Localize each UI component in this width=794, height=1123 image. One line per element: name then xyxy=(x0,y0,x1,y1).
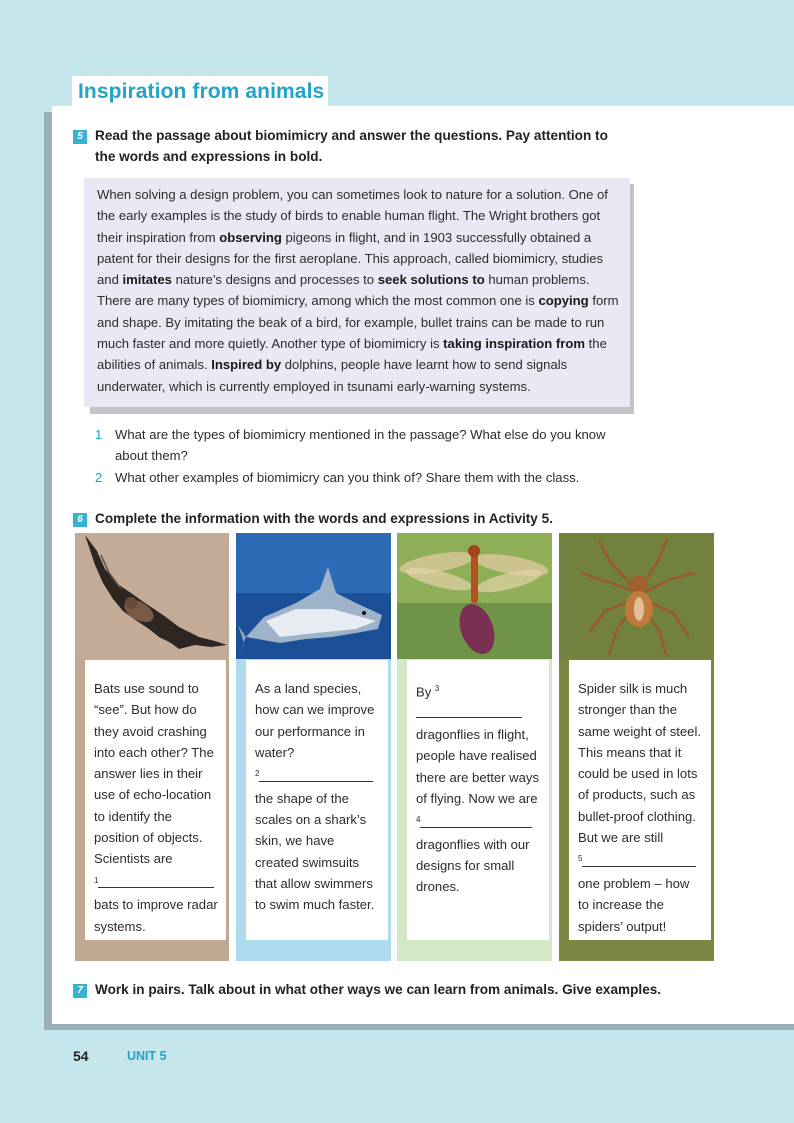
bold-expression: observing xyxy=(219,229,282,245)
question-number: 1 xyxy=(95,427,103,442)
passage-text: dolphins, people have learnt how to send signals underwater, which is currently employed in tsunami early-warning systems. xyxy=(97,357,568,394)
answer-blank-5[interactable] xyxy=(582,853,696,867)
blank-number: 5 xyxy=(578,854,583,864)
bold-expression: imitates xyxy=(122,272,172,288)
card-text: As a land species, how can we improve our performance in water? xyxy=(255,681,375,760)
bold-expression: Inspired by xyxy=(211,357,282,373)
section-title: Inspiration from animals xyxy=(78,80,325,103)
bold-expression: taking inspiration from xyxy=(443,336,586,352)
passage-text: nature’s designs and processes to xyxy=(171,272,378,288)
question-list xyxy=(95,424,635,488)
question-text: What are the types of biomimicry mentioned in the passage? What else do you know about them? xyxy=(115,427,606,464)
bat-illustration xyxy=(75,533,229,659)
blank-number: 3 xyxy=(434,684,440,693)
page-number: 54 xyxy=(73,1048,89,1064)
question-text: What other examples of biomimicry can you think of? Share them with the class. xyxy=(115,469,580,485)
card-text: dragonflies with our designs for small drones. xyxy=(416,836,530,895)
card-dragonfly xyxy=(397,533,552,961)
bat-photo xyxy=(75,533,229,659)
question-number: 2 xyxy=(95,469,103,485)
activity-5-number: 5 xyxy=(73,130,87,144)
card-text: By xyxy=(416,684,432,700)
passage-text: pigeons in flight, and in 1903 successfully obtained a patent for their designs for the first aeroplane. This approach, called biomimicry, studies and xyxy=(97,229,604,288)
card-text: dragonflies in flight, people have realised there are better ways of flying. Now we are xyxy=(416,726,539,806)
activity-5-instruction xyxy=(95,125,608,167)
bold-expression: copying xyxy=(538,293,589,309)
card-text: the shape of the scales on a shark’s skin, we have created swimsuits that allow swimmers to swim much faster. xyxy=(255,790,375,913)
dragonfly-illustration xyxy=(397,533,552,659)
dragonfly-photo xyxy=(397,533,552,659)
question-item xyxy=(95,467,635,488)
card-spider xyxy=(559,533,714,961)
activity-5-instruction-line1: Read the passage about biomimicry and answer the questions. Pay attention to xyxy=(95,128,608,143)
activity-5-instruction-line2: the words and expressions in bold. xyxy=(95,149,323,164)
card-text: Spider silk is much stronger than the same weight of steel. This means that it could be used in lots of products, such as bullet-proof clothing. But we are still xyxy=(578,681,701,846)
spider-illustration xyxy=(559,533,714,659)
bat-text-box xyxy=(85,660,226,940)
answer-blank-1[interactable] xyxy=(98,874,214,888)
activity-6-instruction: Complete the information with the words and expressions in Activity 5. xyxy=(95,511,553,526)
card-text: Bats use sound to “see”. But how do they avoid crashing into each other? The answer lies in their use of echo-location to identify the position of objects. Scientists are xyxy=(94,681,214,867)
answer-blank-3[interactable] xyxy=(416,704,522,718)
passage-text: form and shape. By imitating the beak of a bird, for example, bullet trains can be made to run much faster and more quietly. Another type of biomimicry is xyxy=(97,293,619,352)
activity-7-number: 7 xyxy=(73,984,87,998)
spider-text-box xyxy=(569,660,711,940)
card-bat xyxy=(75,533,229,961)
activity-6-number: 6 xyxy=(73,513,87,527)
blank-number: 2 xyxy=(255,769,260,779)
spider-photo xyxy=(559,533,714,659)
card-text: one problem – how to increase the spiders’ output! xyxy=(578,876,690,934)
question-item xyxy=(95,424,635,467)
shark-photo xyxy=(236,533,391,659)
answer-blank-2[interactable] xyxy=(259,768,373,782)
unit-label: UNIT 5 xyxy=(127,1049,167,1063)
shark-text-box xyxy=(246,660,388,940)
blank-number: 1 xyxy=(94,875,99,885)
blank-number: 4 xyxy=(416,815,421,825)
passage-text: human problems. There are many types of biomimicry, among which the most common one is xyxy=(97,272,590,309)
title-tab xyxy=(72,76,328,112)
shark-illustration xyxy=(236,533,391,659)
passage-box xyxy=(84,178,630,407)
card-shark xyxy=(236,533,391,961)
answer-blank-4[interactable] xyxy=(420,814,532,828)
bold-expression: seek solutions to xyxy=(377,272,485,288)
dragonfly-text-box xyxy=(407,660,549,940)
card-text: bats to improve radar systems. xyxy=(94,897,218,934)
activity-7-instruction: Work in pairs. Talk about in what other ways we can learn from animals. Give examples. xyxy=(95,982,662,997)
passage-text: the abilities of animals. xyxy=(97,336,607,373)
passage-text: When solving a design problem, you can sometimes look to nature for a solution. One of the early examples is the study of birds to enable human flight. The Wright brothers got their inspiration from xyxy=(97,187,608,245)
